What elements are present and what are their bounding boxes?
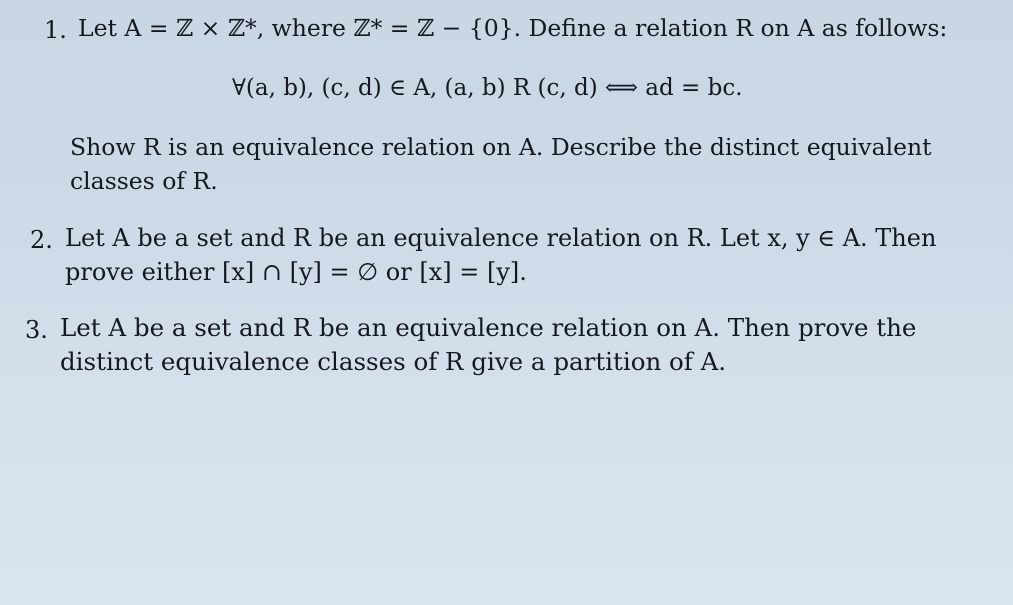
problem-text-line: Let A be a set and R be an equivalence relation on A. Then prove the [60, 313, 917, 342]
problem-formula: ∀(a, b), (c, d) ∈ A, (a, b) R (c, d) ⟺ ad = bc. [232, 75, 743, 101]
problem-number: 3. [25, 316, 48, 344]
problem-text-line: Show R is an equivalence relation on A. Describe the distinct equivalent [70, 133, 932, 161]
problem-text-line: prove either [x] ∩ [y] = ∅ or [x] = [y]. [65, 258, 527, 286]
problem-text-line: distinct equivalence classes of R give a partition of A. [60, 347, 727, 376]
problem-text-line: Let A be a set and R be an equivalence relation on R. Let x, y ∈ A. Then [65, 224, 937, 252]
problem-text-line: Let A = ℤ × ℤ*, where ℤ* = ℤ − {0}. Define a relation R on A as follows: [78, 14, 948, 42]
problem-text-line: classes of R. [70, 167, 218, 195]
problem-number: 2. [30, 226, 53, 254]
problem-number: 1. [44, 16, 67, 44]
